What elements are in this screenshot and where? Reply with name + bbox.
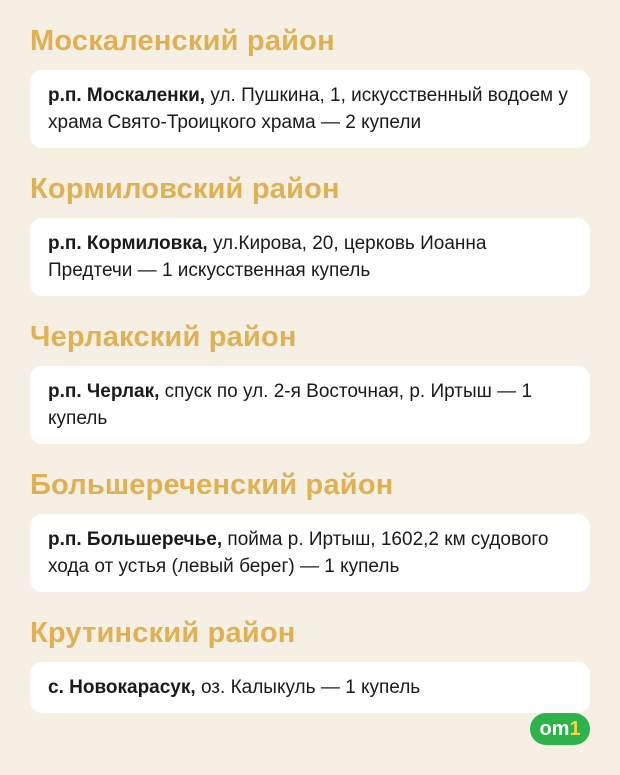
- section-krutinsky: [30, 614, 590, 713]
- place-details: спуск по ул. 2-я Восточная, р. Иртыш — 1 купель: [48, 381, 533, 429]
- place-details: оз. Калыкуль — 1 купель: [195, 677, 421, 698]
- place-name: р.п. Большеречье,: [48, 529, 223, 550]
- place-name: с. Новокарасук,: [48, 677, 196, 698]
- om1-logo: [530, 713, 590, 745]
- place-details: пойма р. Иртыш, 1602,2 км судового хода от устья (левый берег) — 1 купель: [48, 529, 549, 577]
- section-bolsherechensky: [30, 466, 590, 592]
- section-cherlaksky: [30, 318, 590, 444]
- section-kormilovsky: [30, 170, 590, 296]
- info-card: [30, 662, 590, 713]
- info-card: [30, 70, 590, 148]
- info-card: [30, 218, 590, 296]
- place-name: р.п. Москаленки,: [48, 85, 206, 106]
- section-title: Черлакский район: [30, 321, 297, 353]
- info-card: [30, 366, 590, 444]
- logo-text: om: [539, 717, 570, 740]
- logo-accent: 1: [569, 717, 581, 740]
- info-card: [30, 514, 590, 592]
- place-details: ул.Кирова, 20, церковь Иоанна Предтечи — 1 искусственная купель: [48, 233, 487, 281]
- place-details: ул. Пушкина, 1, искусственный водоем у храма Свято-Троицкого храма — 2 купели: [48, 85, 568, 133]
- section-title: Кормиловский район: [30, 173, 340, 205]
- section-title: Москаленский район: [30, 25, 335, 57]
- section-title: Крутинский район: [30, 617, 296, 649]
- place-name: р.п. Кормиловка,: [48, 233, 208, 254]
- section-title: Большереченский район: [30, 469, 394, 501]
- place-name: р.п. Черлак,: [48, 381, 160, 402]
- section-moskalensky: [30, 22, 590, 148]
